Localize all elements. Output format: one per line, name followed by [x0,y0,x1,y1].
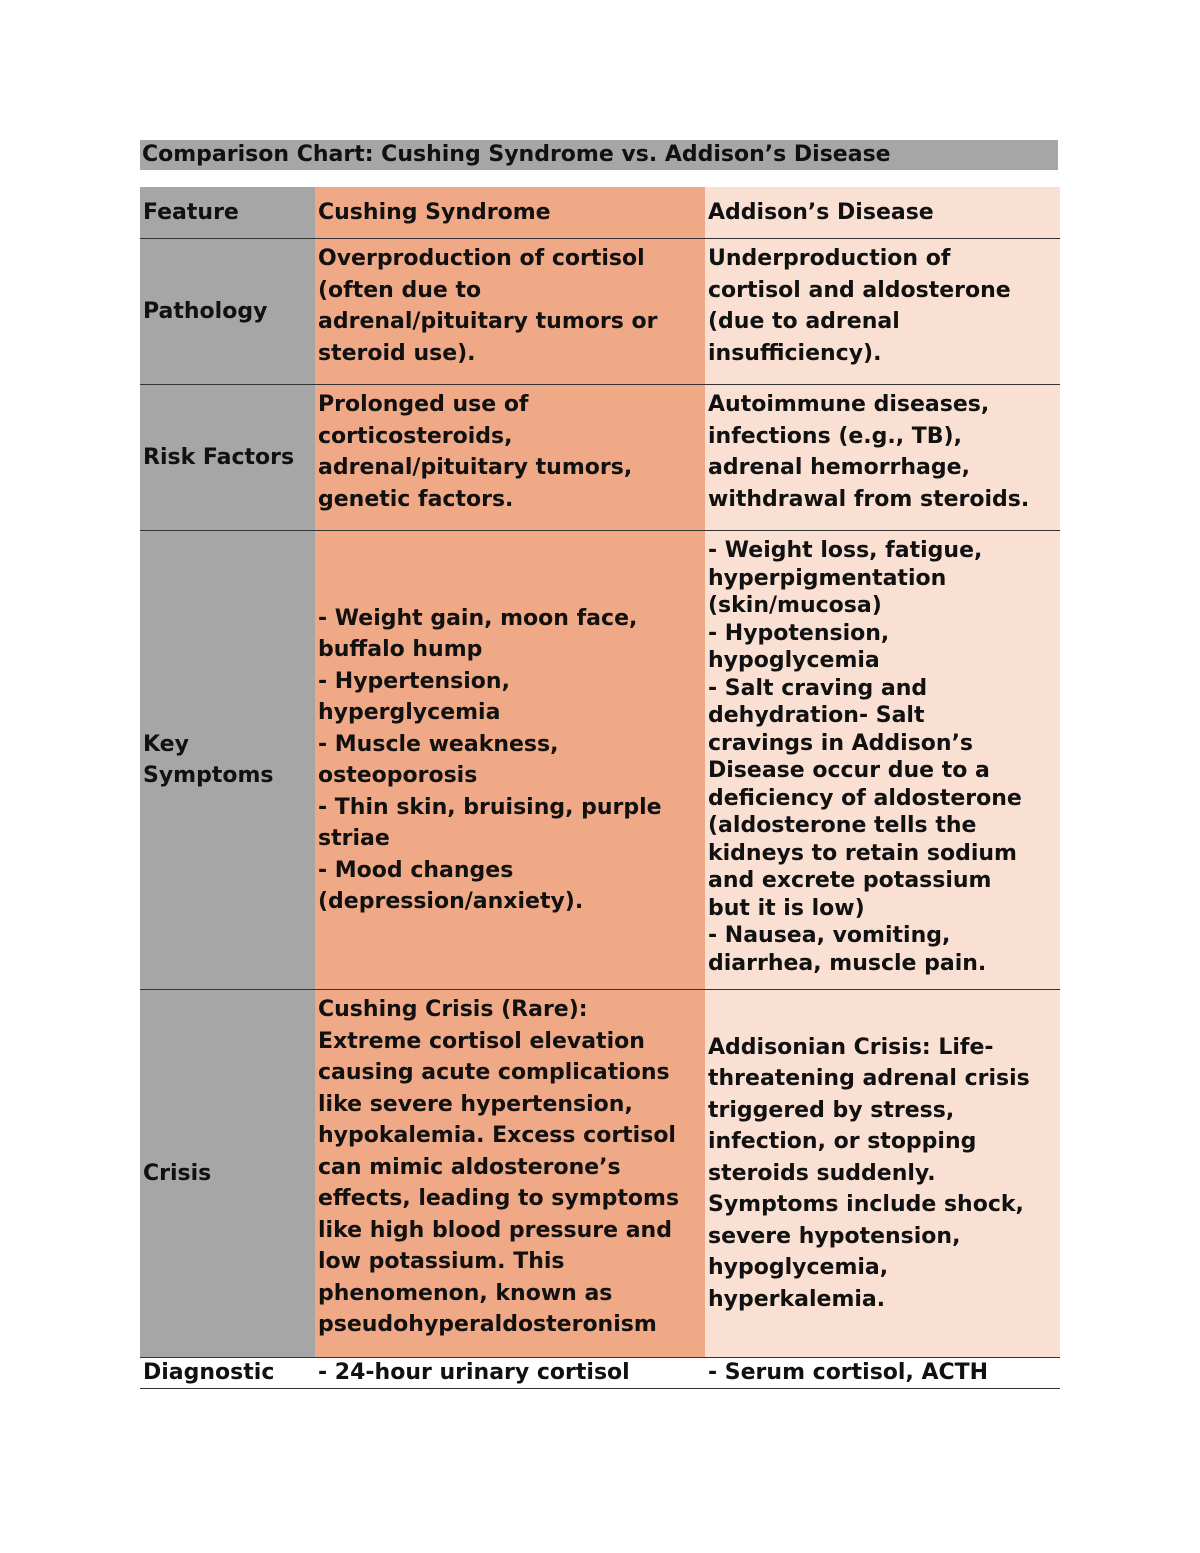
addison-text: Autoimmune diseases, infections (e.g., TB), adrenal hemorrhage, withdrawal from steroids. [708,392,1030,512]
feature-label: Diagnostic [143,1360,275,1386]
header-addison [705,187,1060,239]
row-diagnostic-cushing [315,1358,705,1389]
feature-label: Key Symptoms [143,731,274,788]
row-key-symptoms-addison [705,531,1060,990]
feature-label: Crisis [143,1160,212,1186]
comparison-table [140,187,1060,1389]
addison-text: - Weight loss, fatigue, hyperpigmentation (skin/mucosa) - Hypotension, hypoglycemia - Salt craving and dehydration- Salt cravings in Addison’s Disease occur due to a deficiency of aldosterone (aldosterone tells the kidneys to retain sodium and excrete potassium but it is low) - Nausea, vomiting, diarrhea, muscle pain. [708,538,1022,976]
addison-text: - Serum cortisol, ACTH [708,1360,989,1386]
header-feature [140,187,315,239]
cushing-text: Prolonged use of corticosteroids, adrenal/pituitary tumors, genetic factors. [318,392,633,512]
header-feature-label: Feature [143,199,239,225]
header-cushing [315,187,705,239]
cushing-text: Cushing Crisis (Rare): Extreme cortisol elevation causing acute complications like severe hypertension, hypokalemia. Excess cortisol can mimic aldosterone’s effects, leading to symptoms like high blood pressure and low potassium. This phenomenon, known as pseudohyperaldosteronism [318,997,680,1337]
header-addison-label: Addison’s Disease [708,199,934,225]
row-key-symptoms-feature [140,531,315,990]
cushing-text: - 24-hour urinary cortisol [318,1360,630,1386]
cushing-text: Overproduction of cortisol (often due to adrenal/pituitary tumors or steroid use). [318,246,658,366]
row-crisis-addison [705,990,1060,1358]
row-diagnostic-feature [140,1358,315,1389]
row-risk-factors-cushing [315,385,705,531]
cushing-text: - Weight gain, moon face, buffalo hump - Hypertension, hyperglycemia - Muscle weakness, osteoporosis - Thin skin, bruising, purple striae - Mood changes (depression/anxiety). [318,605,662,914]
header-cushing-label: Cushing Syndrome [318,199,551,225]
row-pathology-cushing [315,239,705,385]
row-crisis-feature [140,990,315,1358]
row-risk-factors-feature [140,385,315,531]
addison-text: Addisonian Crisis: Life- threatening adrenal crisis triggered by stress, infection, or stopping steroids suddenly. Symptoms include shock, severe hypotension, hypoglycemia, hyperkalemia. [708,1034,1030,1312]
row-crisis-cushing [315,990,705,1358]
row-risk-factors-addison [705,385,1060,531]
row-pathology-feature [140,239,315,385]
row-key-symptoms-cushing [315,531,705,990]
addison-text: Underproduction of cortisol and aldosterone (due to adrenal insufficiency). [708,246,1011,366]
row-diagnostic-addison [705,1358,1060,1389]
row-pathology-addison [705,239,1060,385]
feature-label: Pathology [143,298,268,324]
feature-label: Risk Factors [143,444,295,470]
page-title: Comparison Chart: Cushing Syndrome vs. Addison’s Disease [140,140,1058,170]
